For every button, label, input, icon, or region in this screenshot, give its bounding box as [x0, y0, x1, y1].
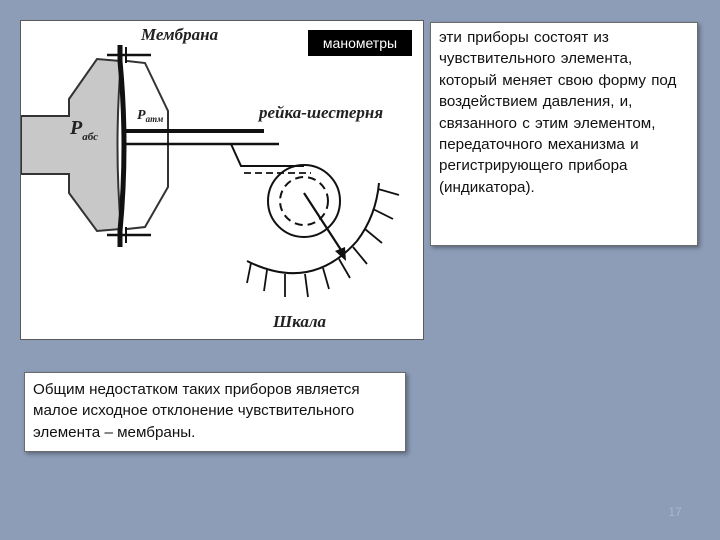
label-membrane: Мембрана — [141, 25, 219, 44]
scale-ticks — [247, 189, 399, 297]
rack-bracket — [231, 144, 304, 166]
manometers-badge: манометры — [308, 30, 412, 56]
gear-outer — [268, 165, 340, 237]
pressure-chamber — [21, 59, 121, 231]
scale-arc — [247, 183, 379, 273]
label-p-atm: $P_{атм}$ — [137, 108, 164, 124]
description-textbox: эти приборы состоят из чувствительного элемента, который меняет свою форму под воздействием давления, и, связанного с этим элементом, передаточного механизма и регистрирующего прибора (индикатора). — [430, 22, 698, 246]
drawback-note-textbox: Общим недостатком таких приборов является малое исходное отклонение чувствительного элемента – мембраны. — [24, 372, 406, 452]
page-number: 17 — [668, 505, 682, 519]
membrane-manometer-diagram — [20, 20, 424, 340]
label-rack-pinion: рейка-шестерня — [259, 103, 384, 122]
diagram-drawing — [21, 21, 425, 341]
membrane — [120, 45, 124, 247]
pointer — [304, 193, 343, 253]
label-p-abs: $P_{абс}$ — [70, 117, 98, 143]
label-scale: Шкала — [273, 312, 327, 331]
